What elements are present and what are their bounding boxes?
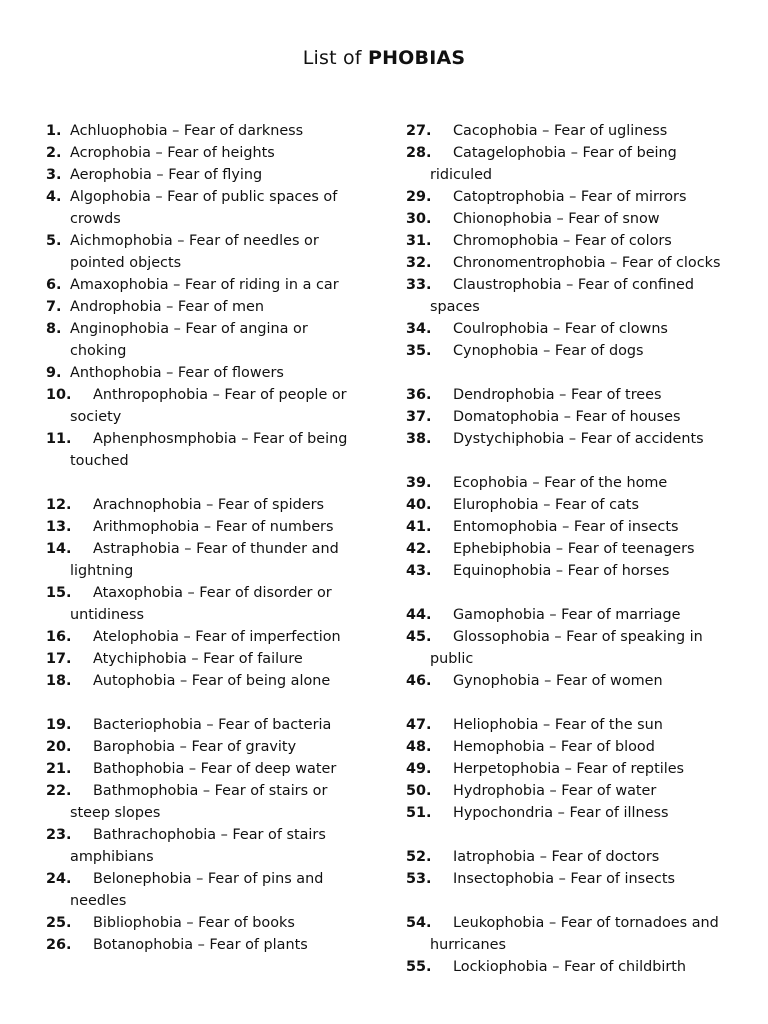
item-text: Chionophobia – Fear of snow [453,211,660,227]
item-text-continued: crowds [70,211,121,227]
item-text: Autophobia – Fear of being alone [93,673,331,689]
list-item [46,230,376,274]
list-item [46,758,376,780]
list-spacer [406,692,746,714]
list-item [406,428,746,450]
item-number: 51. [406,805,432,821]
item-number: 35. [406,343,432,359]
list-item [46,428,376,472]
item-number: 18. [46,673,72,689]
item-number: 23. [46,827,72,843]
item-number: 52. [406,849,432,865]
item-number: 6. [46,277,62,293]
item-text: Anginophobia – Fear of angina or [70,321,308,337]
list-item [46,824,376,868]
list-item [46,868,376,912]
item-text: Dystychiphobia – Fear of accidents [453,431,704,447]
phobia-list-left [46,120,376,956]
item-text: Cynophobia – Fear of dogs [453,343,644,359]
item-number: 45. [406,629,432,645]
list-spacer [406,582,746,604]
list-item [406,142,746,186]
list-spacer [406,450,746,472]
list-item [46,494,376,516]
list-item [406,274,746,318]
list-item [46,362,376,384]
list-item [46,714,376,736]
item-text: Bathmophobia – Fear of stairs or [93,783,328,799]
list-item [406,186,746,208]
list-item [46,626,376,648]
list-item [406,912,746,956]
item-text: Bathophobia – Fear of deep water [93,761,337,777]
list-item [406,626,746,670]
item-text: Claustrophobia – Fear of confined [453,277,694,293]
item-number: 10. [46,387,72,403]
item-text: Astraphobia – Fear of thunder and [93,541,339,557]
item-text: Iatrophobia – Fear of doctors [453,849,660,865]
item-number: 29. [406,189,432,205]
item-text: Hypochondria – Fear of illness [453,805,669,821]
title-prefix: List of [302,47,368,69]
item-text: Entomophobia – Fear of insects [453,519,679,535]
item-text: Gamophobia – Fear of marriage [453,607,681,623]
item-text: Atychiphobia – Fear of failure [93,651,303,667]
item-number: 14. [46,541,72,557]
item-text-continued: pointed objects [70,255,182,271]
list-item [46,670,376,692]
item-text: Anthophobia – Fear of flowers [70,365,284,381]
item-number: 8. [46,321,62,337]
item-text-continued: untidiness [70,607,144,623]
item-number: 55. [406,959,432,975]
item-text: Heliophobia – Fear of the sun [453,717,663,733]
list-item [406,472,746,494]
list-item [406,516,746,538]
list-item [46,582,376,626]
item-text: Insectophobia – Fear of insects [453,871,676,887]
item-number: 1. [46,123,62,139]
list-item [406,406,746,428]
title-emphasis: PHOBIAS [367,47,466,69]
item-number: 41. [406,519,432,535]
item-number: 22. [46,783,72,799]
list-item [406,758,746,780]
list-item [46,318,376,362]
item-text: Bacteriophobia – Fear of bacteria [93,717,332,733]
list-spacer [46,472,376,494]
item-text-continued: ridiculed [430,167,493,183]
item-text: Ephebiphobia – Fear of teenagers [453,541,695,557]
item-number: 43. [406,563,432,579]
item-number: 5. [46,233,62,249]
item-number: 4. [46,189,62,205]
list-item [406,802,746,824]
item-number: 27. [406,123,432,139]
item-text: Dendrophobia – Fear of trees [453,387,662,403]
item-number: 30. [406,211,432,227]
item-number: 21. [46,761,72,777]
item-number: 50. [406,783,432,799]
item-text-continued: amphibians [70,849,154,865]
item-text: Algophobia – Fear of public spaces of [70,189,338,205]
item-text: Chromophobia – Fear of colors [453,233,672,249]
item-text: Coulrophobia – Fear of clowns [453,321,668,337]
item-text: Acrophobia – Fear of heights [70,145,275,161]
item-text: Androphobia – Fear of men [70,299,264,315]
list-item [46,274,376,296]
list-item [46,516,376,538]
item-text: Anthropophobia – Fear of people or [93,387,347,403]
phobia-list-right [406,120,746,978]
item-number: 36. [406,387,432,403]
item-text-continued: needles [70,893,127,909]
list-item [406,868,746,890]
item-number: 19. [46,717,72,733]
item-text: Herpetophobia – Fear of reptiles [453,761,685,777]
item-number: 28. [406,145,432,161]
item-number: 37. [406,409,432,425]
list-item [406,604,746,626]
item-number: 54. [406,915,432,931]
item-text: Glossophobia – Fear of speaking in [453,629,703,645]
item-number: 24. [46,871,72,887]
item-text: Arachnophobia – Fear of spiders [93,497,325,513]
list-item [46,538,376,582]
item-text: Domatophobia – Fear of houses [453,409,681,425]
item-text: Catagelophobia – Fear of being [453,145,677,161]
item-number: 25. [46,915,72,931]
item-number: 31. [406,233,432,249]
list-item [406,560,746,582]
list-item [46,736,376,758]
list-item [406,538,746,560]
item-text: Equinophobia – Fear of horses [453,563,670,579]
item-text-continued: steep slopes [70,805,161,821]
item-text: Amaxophobia – Fear of riding in a car [70,277,339,293]
list-item [406,670,746,692]
list-spacer [46,692,376,714]
list-item [406,230,746,252]
item-number: 12. [46,497,72,513]
item-number: 44. [406,607,432,623]
list-item [46,934,376,956]
item-number: 15. [46,585,72,601]
item-text: Leukophobia – Fear of tornadoes and [453,915,719,931]
item-number: 32. [406,255,432,271]
item-number: 7. [46,299,62,315]
item-text: Ataxophobia – Fear of disorder or [93,585,332,601]
list-item [46,780,376,824]
item-text-continued: lightning [70,563,134,579]
item-text: Arithmophobia – Fear of numbers [93,519,334,535]
list-item [406,714,746,736]
item-text: Hydrophobia – Fear of water [453,783,657,799]
item-text: Bathrachophobia – Fear of stairs [93,827,326,843]
list-item [406,780,746,802]
list-spacer [406,362,746,384]
item-text: Barophobia – Fear of gravity [93,739,297,755]
item-number: 16. [46,629,72,645]
list-item [46,164,376,186]
list-item [406,340,746,362]
item-text-continued: spaces [430,299,480,315]
list-item [46,142,376,164]
item-text: Bibliophobia – Fear of books [93,915,295,931]
item-text: Achluophobia – Fear of darkness [70,123,304,139]
item-text: Elurophobia – Fear of cats [453,497,639,513]
item-number: 46. [406,673,432,689]
list-item [406,846,746,868]
item-number: 26. [46,937,72,953]
item-number: 33. [406,277,432,293]
item-text: Aphenphosmphobia – Fear of being [93,431,348,447]
item-text: Belonephobia – Fear of pins and [93,871,324,887]
item-text: Chronomentrophobia – Fear of clocks [453,255,721,271]
item-text: Atelophobia – Fear of imperfection [93,629,341,645]
item-number: 2. [46,145,62,161]
list-item [406,208,746,230]
item-text: Lockiophobia – Fear of childbirth [453,959,687,975]
list-item [46,648,376,670]
item-number: 47. [406,717,432,733]
item-number: 20. [46,739,72,755]
list-item [406,318,746,340]
item-number: 34. [406,321,432,337]
item-number: 3. [46,167,62,183]
item-text: Gynophobia – Fear of women [453,673,663,689]
item-text-continued: public [430,651,474,667]
item-number: 11. [46,431,72,447]
list-item [46,384,376,428]
list-spacer [406,890,746,912]
page-title [0,44,768,72]
list-spacer [406,824,746,846]
item-number: 53. [406,871,432,887]
list-item [406,956,746,978]
item-text: Aerophobia – Fear of flying [70,167,263,183]
item-text-continued: hurricanes [430,937,507,953]
item-number: 49. [406,761,432,777]
item-text-continued: society [70,409,122,425]
item-text: Catoptrophobia – Fear of mirrors [453,189,687,205]
list-item [46,186,376,230]
list-item [406,252,746,274]
item-number: 42. [406,541,432,557]
item-text-continued: choking [70,343,127,359]
item-number: 39. [406,475,432,491]
item-text: Cacophobia – Fear of ugliness [453,123,668,139]
list-item [46,120,376,142]
list-item [406,736,746,758]
item-number: 9. [46,365,62,381]
item-number: 13. [46,519,72,535]
list-item [406,384,746,406]
item-number: 17. [46,651,72,667]
list-item [406,494,746,516]
item-text: Aichmophobia – Fear of needles or [70,233,319,249]
list-item [406,120,746,142]
item-text: Hemophobia – Fear of blood [453,739,655,755]
item-number: 40. [406,497,432,513]
item-number: 38. [406,431,432,447]
item-text: Ecophobia – Fear of the home [453,475,668,491]
item-text: Botanophobia – Fear of plants [93,937,308,953]
item-number: 48. [406,739,432,755]
list-item [46,296,376,318]
item-text-continued: touched [70,453,129,469]
list-item [46,912,376,934]
